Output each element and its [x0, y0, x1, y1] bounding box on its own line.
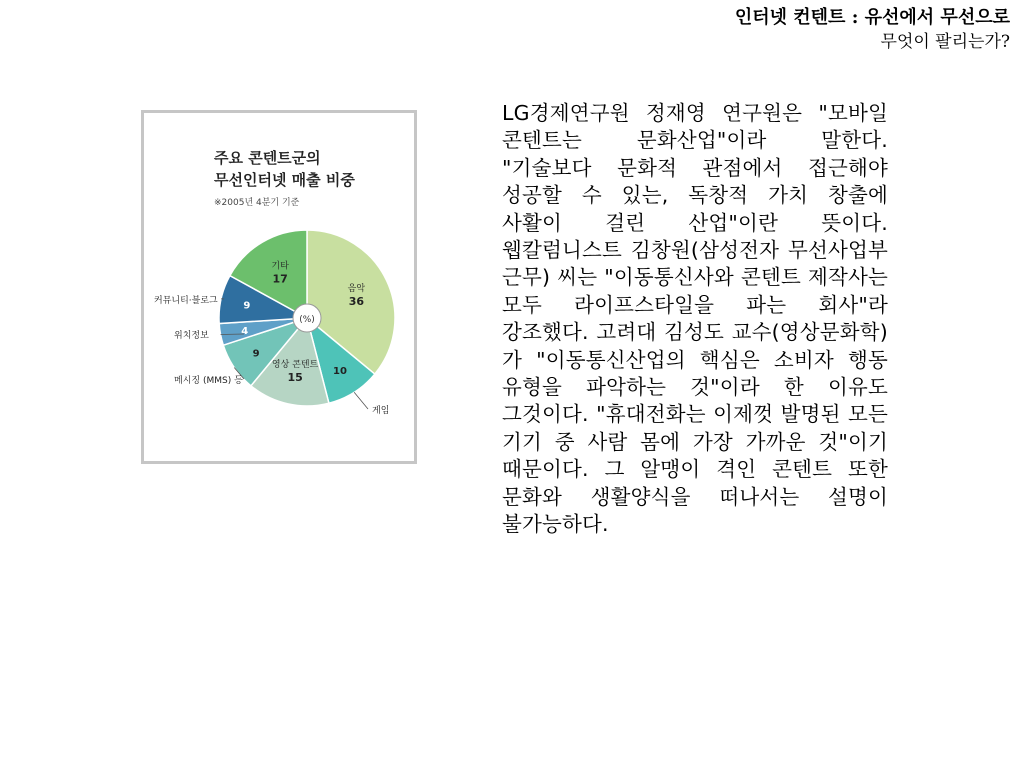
pie-center-label: (%): [299, 315, 315, 325]
slice-value-label: 9: [243, 300, 251, 312]
figure-title-line1: 주요 콘텐트군의: [214, 149, 321, 167]
slide-subtitle: 무엇이 팔리는가?: [880, 32, 1010, 52]
slide-header: [735, 6, 1010, 54]
slice-value-label: 36: [348, 294, 365, 308]
slice-category-label: 위치정보: [174, 331, 209, 341]
slice-value-label: 9: [252, 348, 260, 360]
pie-chart: [144, 113, 414, 461]
slice-category-label: 기타: [271, 261, 289, 272]
body-paragraph: LG경제연구원 정재영 연구원은 "모바일 콘텐트는 문화산업"이라 말한다. "기술보다 문화적 관점에서 접근해야 성공할 수 있는, 독창적 가치 창출에 사활이 걸린 산업"이란 뜻이다. 웹칼럼니스트 김창원(삼성전자 무선사업부 근무) 씨는 "이동통신사와 콘텐트 제작사는 모두 라이프스타일을 파는 회사"라 강조했다. 고려대 김성도 교수(영상문화학)가 "이동통신산업의 핵심은 소비자 행동 유형을 파악하는 것"이라 한 이유도 그것이다. "휴대전화는 이제껏 발명된 모든 기기 중 사람 몸에 가장 가까운 것"이기 때문이다. 그 알맹이 격인 콘텐트 또한 문화와 생활양식을 떠나서는 설명이 불가능하다.: [502, 101, 888, 537]
slice-value-label: 17: [272, 272, 288, 286]
slice-value-label: 15: [287, 371, 303, 385]
slice-category-label: 게임: [372, 406, 390, 416]
slice-leader-line: [354, 392, 368, 409]
slice-category-label: 음악: [347, 283, 366, 294]
slice-category-label: 메시징 (MMS) 등: [174, 376, 243, 386]
figure-title-line2: 무선인터넷 매출 비중: [214, 171, 355, 189]
slice-category-label: 영상 콘텐트: [271, 360, 319, 371]
slice-value-label: 4: [241, 325, 249, 337]
slide-title: 인터넷 컨텐트 : 유선에서 무선으로: [734, 7, 1010, 28]
chart-figure: [141, 110, 417, 464]
slice-value-label: 10: [333, 366, 347, 378]
figure-note: ※2005년 4분기 기준: [214, 198, 300, 208]
slice-category-label: 커뮤니티·블로그: [154, 296, 218, 306]
